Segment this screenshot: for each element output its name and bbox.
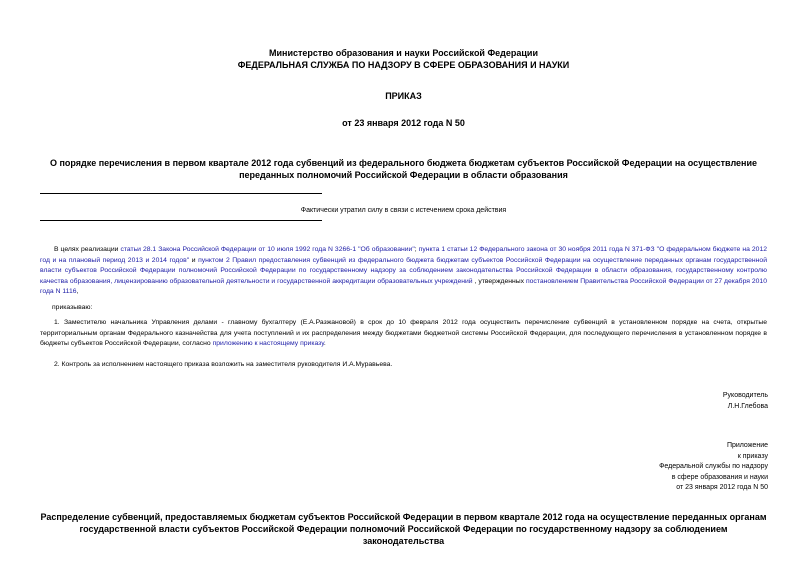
item-1-end: . — [323, 340, 326, 347]
document-header — [0, 47, 807, 71]
appendix-line: к приказу — [737, 452, 768, 460]
signatory-role: Руководитель — [722, 392, 768, 399]
expired-note: Фактически утратил силу в связи с истечением срока действия — [300, 207, 507, 214]
order-item-2: 2. Контроль за исполнением настоящего приказа возложить на заместителя руководителя И.А.Муравьева. — [54, 361, 393, 368]
law-3266-link[interactable]: статьи 28.1 Закона Российской Федерации от 10 июля 1992 года N 3266-1 "Об образовании" — [120, 246, 415, 253]
subvention-rules-link[interactable]: пунктом 2 Правил предоставления субвенций из федерального бюджета бюджетам субъектов Российской Федерации на осуществление переданных органам государственной власти субъектов Российской Федерации полномочий Российской Федерации по государственному надзору за соблюдением законодательства Российской Федерации в области образования, государственному контролю качества образования, лицензированию образовательной деятельности и государственной аккредитации образовательных учреждений — [40, 256, 768, 285]
divider-bottom — [40, 220, 322, 221]
appendix-link[interactable]: приложению к настоящему приказу — [212, 340, 324, 347]
preamble-text-4: , утвержденных — [472, 277, 526, 285]
appendix-header — [560, 441, 768, 494]
item-1-text: 1. Заместителю начальника Управления делами - главному бухгалтеру (Е.А.Разжановой) в срок до 10 февраля 2012 года осуществить перечисление субвенций в установленном порядке на счета, открытые территориальным органам Федерального казначейства для учета поступлений и их распределения между бюджетами бюджетной системы Российской Федерации, для последующего перечисления в установленном порядке в бюджеты субъектов Российской Федерации, согласно — [40, 319, 767, 347]
preamble-text-2: ; — [414, 246, 419, 253]
distribution-title: Распределение субвенций, предоставляемых бюджетам субъектов Российской Федерации в первом квартале 2012 года на осуществление переданных органам государственной власти субъектов Российской Федерации полномочий Российской Федерации по государственному надзору за соблюдением законодательства — [40, 512, 767, 546]
signature-block — [560, 391, 768, 412]
service-name: ФЕДЕРАЛЬНАЯ СЛУЖБА ПО НАДЗОРУ В СФЕРЕ ОБРАЗОВАНИЯ И НАУКИ — [237, 60, 570, 70]
appendix-line: Федеральной службы по надзору — [659, 463, 768, 470]
order-title: ПРИКАЗ — [385, 91, 422, 101]
divider-top — [40, 193, 322, 194]
resolution-1116-link[interactable]: постановлением Правительства Российской Федерации от 27 декабря 2010 года N 1116 — [40, 277, 767, 295]
appendix-line: от 23 января 2012 года N 50 — [676, 484, 768, 491]
appendix-line: Приложение — [726, 442, 768, 449]
order-word: приказываю: — [52, 304, 93, 311]
preamble-text-3: и — [189, 256, 199, 264]
preamble-text-1: В целях реализации — [54, 246, 121, 253]
document-title: О порядке перечисления в первом квартале 2012 года субвенций из федерального бюджета бюджетам субъектов Российской Федерации на осуществление переданных полномочий Российской Федерации в области образования — [49, 158, 758, 180]
ministry-name: Министерство образования и науки Российской Федерации — [269, 48, 538, 58]
appendix-line: в сфере образования и науки — [671, 473, 768, 481]
preamble-text-5: , — [76, 288, 79, 295]
preamble-paragraph — [40, 245, 767, 298]
order-item-1 — [40, 318, 767, 350]
law-371-link[interactable]: пункта 1 статьи 12 Федерального закона от 30 ноября 2011 года N 371-ФЗ "О федеральном бюджете на 2012 год и на плановый период 2013 и 2014 годов" — [40, 246, 767, 264]
order-date: от 23 января 2012 года N 50 — [342, 118, 465, 128]
signatory-name: Л.Н.Глебова — [727, 402, 768, 410]
